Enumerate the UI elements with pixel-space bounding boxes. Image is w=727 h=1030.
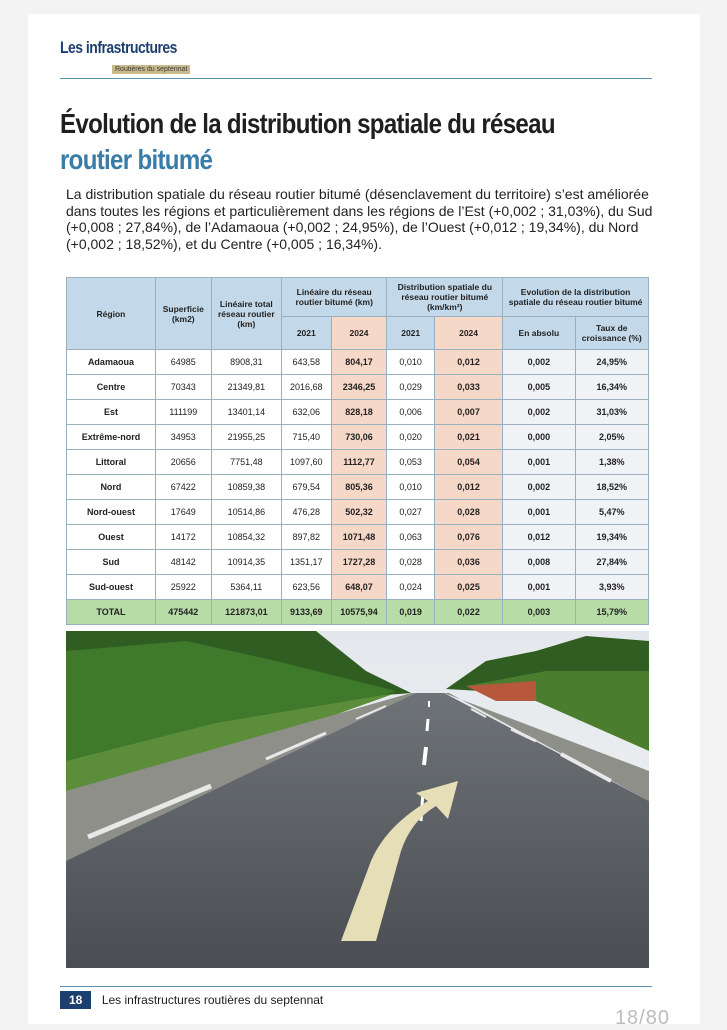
table-row: [67, 475, 649, 500]
cell-bitume-2021: 2016,68: [281, 375, 331, 400]
road-photo: [66, 631, 649, 968]
cell-bitume-2021: 1097,60: [281, 450, 331, 475]
cell-taux: 3,93%: [575, 575, 648, 600]
footer-divider: [60, 986, 652, 987]
header-region: Région: [67, 278, 156, 350]
road-network-table: [66, 277, 649, 625]
page-footer: [60, 986, 652, 1009]
cell-superficie: 475442: [155, 600, 211, 625]
cell-dist-2021: 0,020: [387, 425, 435, 450]
header-distribution: Distribution spatiale du réseau routier bitumé (km/km²): [387, 278, 503, 317]
cell-absolu: 0,008: [503, 550, 575, 575]
cell-dist-2021: 0,028: [387, 550, 435, 575]
cell-superficie: 111199: [155, 400, 211, 425]
page-title: [60, 106, 610, 178]
cell-lineaire-total: 5364,11: [211, 575, 281, 600]
cell-bitume-2021: 715,40: [281, 425, 331, 450]
cell-bitume-2024: 828,18: [331, 400, 387, 425]
cell-bitume-2024: 10575,94: [331, 600, 387, 625]
cell-dist-2024: 0,076: [434, 525, 502, 550]
cell-region: Adamaoua: [67, 350, 156, 375]
cell-region: Littoral: [67, 450, 156, 475]
cell-absolu: 0,003: [503, 600, 575, 625]
table-row: [67, 450, 649, 475]
cell-dist-2024: 0,021: [434, 425, 502, 450]
cell-dist-2024: 0,007: [434, 400, 502, 425]
cell-superficie: 14172: [155, 525, 211, 550]
header-en-absolu: En absolu: [503, 317, 575, 350]
table-row: [67, 350, 649, 375]
table-row: [67, 375, 649, 400]
cell-taux: 16,34%: [575, 375, 648, 400]
cell-bitume-2021: 643,58: [281, 350, 331, 375]
cell-dist-2024: 0,036: [434, 550, 502, 575]
cell-absolu: 0,012: [503, 525, 575, 550]
cell-absolu: 0,001: [503, 575, 575, 600]
cell-bitume-2024: 502,32: [331, 500, 387, 525]
cell-region: Centre: [67, 375, 156, 400]
cell-region: Sud: [67, 550, 156, 575]
cell-lineaire-total: 8908,31: [211, 350, 281, 375]
cell-dist-2024: 0,025: [434, 575, 502, 600]
cell-absolu: 0,002: [503, 475, 575, 500]
cell-taux: 31,03%: [575, 400, 648, 425]
cell-superficie: 25922: [155, 575, 211, 600]
title-line-1: Évolution de la distribution spatiale du réseau: [60, 108, 555, 139]
cell-region: Ouest: [67, 525, 156, 550]
cell-superficie: 67422: [155, 475, 211, 500]
cell-bitume-2021: 1351,17: [281, 550, 331, 575]
header-lineaire-bitume: Linéaire du réseau routier bitumé (km): [281, 278, 386, 317]
cell-bitume-2021: 476,28: [281, 500, 331, 525]
cell-lineaire-total: 10854,32: [211, 525, 281, 550]
cell-region: Sud-ouest: [67, 575, 156, 600]
table-row: [67, 525, 649, 550]
cell-bitume-2024: 804,17: [331, 350, 387, 375]
cell-superficie: 34953: [155, 425, 211, 450]
cell-dist-2021: 0,027: [387, 500, 435, 525]
cell-dist-2021: 0,029: [387, 375, 435, 400]
cell-dist-2024: 0,012: [434, 475, 502, 500]
cell-lineaire-total: 7751,48: [211, 450, 281, 475]
cell-superficie: 20656: [155, 450, 211, 475]
cell-bitume-2024: 648,07: [331, 575, 387, 600]
header-taux: Taux de croissance (%): [575, 317, 648, 350]
table-row: [67, 600, 649, 625]
document-page: [28, 14, 700, 1029]
cell-region: Extrême-nord: [67, 425, 156, 450]
brand-subtitle: Routières du septennat: [112, 65, 190, 74]
page-counter: 18/80: [614, 1007, 670, 1029]
cell-taux: 18,52%: [575, 475, 648, 500]
cell-lineaire-total: 21955,25: [211, 425, 281, 450]
table-row: [67, 500, 649, 525]
cell-dist-2021: 0,053: [387, 450, 435, 475]
table-row: [67, 425, 649, 450]
cell-bitume-2021: 632,06: [281, 400, 331, 425]
cell-taux: 24,95%: [575, 350, 648, 375]
cell-bitume-2024: 1727,28: [331, 550, 387, 575]
cell-dist-2021: 0,024: [387, 575, 435, 600]
header-bitume-2024: 2024: [331, 317, 387, 350]
cell-bitume-2024: 2346,25: [331, 375, 387, 400]
cell-taux: 1,38%: [575, 450, 648, 475]
cell-dist-2024: 0,054: [434, 450, 502, 475]
cell-region: Est: [67, 400, 156, 425]
cell-dist-2021: 0,019: [387, 600, 435, 625]
cell-lineaire-total: 10914,35: [211, 550, 281, 575]
header-divider: [60, 78, 652, 79]
cell-dist-2024: 0,033: [434, 375, 502, 400]
footer-text: Les infrastructures routières du septennat: [101, 993, 324, 1007]
cell-bitume-2021: 623,56: [281, 575, 331, 600]
cell-absolu: 0,005: [503, 375, 575, 400]
cell-region: Nord-ouest: [67, 500, 156, 525]
cell-lineaire-total: 10514,86: [211, 500, 281, 525]
cell-taux: 5,47%: [575, 500, 648, 525]
page-number: 18: [60, 991, 91, 1009]
table-row: [67, 400, 649, 425]
cell-dist-2024: 0,022: [434, 600, 502, 625]
cell-region: Nord: [67, 475, 156, 500]
cell-superficie: 64985: [155, 350, 211, 375]
cell-bitume-2024: 1071,48: [331, 525, 387, 550]
cell-absolu: 0,000: [503, 425, 575, 450]
table-row: [67, 575, 649, 600]
cell-taux: 15,79%: [575, 600, 648, 625]
cell-bitume-2024: 1112,77: [331, 450, 387, 475]
cell-absolu: 0,002: [503, 350, 575, 375]
cell-bitume-2021: 897,82: [281, 525, 331, 550]
cell-dist-2021: 0,006: [387, 400, 435, 425]
header-lineaire-total: Linéaire total réseau routier (km): [211, 278, 281, 350]
cell-region: TOTAL: [67, 600, 156, 625]
cell-dist-2021: 0,063: [387, 525, 435, 550]
cell-lineaire-total: 10859,38: [211, 475, 281, 500]
cell-absolu: 0,002: [503, 400, 575, 425]
cell-taux: 19,34%: [575, 525, 648, 550]
cell-dist-2024: 0,012: [434, 350, 502, 375]
cell-bitume-2024: 730,06: [331, 425, 387, 450]
table-header-row: [67, 278, 649, 317]
cell-taux: 27,84%: [575, 550, 648, 575]
brand-title: Les infrastructures: [60, 38, 177, 57]
cell-bitume-2021: 679,54: [281, 475, 331, 500]
cell-superficie: 17649: [155, 500, 211, 525]
header-dist-2021: 2021: [387, 317, 435, 350]
cell-bitume-2024: 805,36: [331, 475, 387, 500]
title-line-2: routier bitumé: [60, 144, 213, 175]
header-evolution: Evolution de la distribution spatiale du réseau routier bitumé: [503, 278, 649, 317]
cell-bitume-2021: 9133,69: [281, 600, 331, 625]
header-bitume-2021: 2021: [281, 317, 331, 350]
cell-dist-2021: 0,010: [387, 475, 435, 500]
table-row: [67, 550, 649, 575]
cell-lineaire-total: 21349,81: [211, 375, 281, 400]
cell-absolu: 0,001: [503, 450, 575, 475]
cell-absolu: 0,001: [503, 500, 575, 525]
header-superficie: Superficie (km2): [155, 278, 211, 350]
intro-paragraph: La distribution spatiale du réseau routier bitumé (désenclavement du territoire) s’est améliorée dans toutes les régions et particulièrement dans les régions de l’Est (+0,002 ; 31,03%), du Sud (+0,008 ; 27,84%), de l’Adamaoua (+0,002 ; 24,95%), de l’Ouest (+0,012 ; 19,34%), du Nord (+0,002 ; 18,52%), et du Centre (+0,005 ; 16,34%).: [66, 186, 653, 252]
cell-dist-2021: 0,010: [387, 350, 435, 375]
cell-taux: 2,05%: [575, 425, 648, 450]
cell-superficie: 70343: [155, 375, 211, 400]
cell-superficie: 48142: [155, 550, 211, 575]
header-dist-2024: 2024: [434, 317, 502, 350]
cell-dist-2024: 0,028: [434, 500, 502, 525]
cell-lineaire-total: 121873,01: [211, 600, 281, 625]
brand-logo: [60, 38, 203, 76]
cell-lineaire-total: 13401,14: [211, 400, 281, 425]
